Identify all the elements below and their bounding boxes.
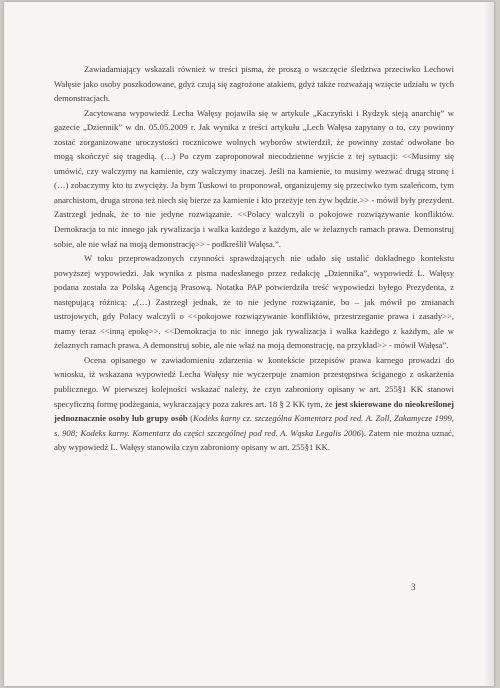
paragraph: [54, 62, 454, 106]
paragraph-text: Ocena opisanego w zawiadomieniu zdarzenia w kontekście przepisów prawa karnego prowadzi do wniosku, iż wskazana wypowiedź Lecha Wałęsy nie wyczerpuje znamion przestępstwa ściganego z oskarżenia publicznego. W pierwszej kolejności wskazać należy, że czyn zabroniony opisany w art. 255§1 KK stanowi specyficzną formę podżegania, wykraczający poza zakres art. 18 § 2 KK tym, że: [54, 354, 454, 409]
paragraph-text: ). Zatem nie można uznać, aby wypowiedź L. Wałęsy stanowiła czyn zabroniony opisany w art. 255§1 KK.: [54, 427, 454, 453]
paragraph-text: W toku przeprowadzonych czynności sprawdzających nie udało się ustalić dokładnego kontekstu powyższej wypowiedzi. Jak wynika z pisma nadesłanego przez redakcję „Dziennika”, wypowiedź L. Wałęsy podana została za Polską Agencją Prasową. Notatka PAP potwierdziła treść wypowiedzi byłego Prezydenta, z następującą różnicą: „(…) Zastrzegł jednak, że to nie jedyne rozwiązanie, bo – jak mówił po zmianach ustrojowych, gdy Polacy walczyli o <<pokojowe rozwiązywanie konfliktów, przestrzeganie prawa i zasady>>, mamy teraz <<inną epokę>>. <<Demokracja to nic innego jak rywalizacja i walka każdego z każdym, ale w żelaznych ramach prawa. A demonstruj sobie, ale nie właź na moją demonstrację, na przykład>> - mówił Wałęsa”.: [54, 253, 454, 351]
citation-text: Kodeks karny cz. szczególna Komentarz pod red. A. Zoll, Zakamycze 1999, s. 908; Kodeks karny. Komentarz do części szczególnej pod red. A. Wąska Legalis 2006: [54, 413, 454, 438]
document-body: [54, 62, 454, 455]
paragraph: [54, 106, 454, 251]
paragraph-text: Zacytowana wypowiedź Lecha Wałęsy pojawiła się w artykule „Kaczyński i Rydzyk sieją anarchię” w gazecie „Dziennik” w dn. 05.05.2009 r. Jak wynika z treści artykułu „Lech Wałęsa zapytany o to, czy powinny zostać zorganizowane uroczystości rocznicowe wolnych wyborów stwierdził, że powinny zostać odwołane bo mogą skończyć się tragedią. (…) Po czym zaproponował niecodzienne wyjście z tej sytuacji: <<Musimy się umówić, czy walczymy na kamienie, czy walczymy inaczej. Jeśli na kamienie, to musimy wezwać drugą stronę i (…) zobaczymy kto tu zwycięży. Ja bym Tuskowi to proponował, organizujemy się przeciwko tym szaleńcom, tym anarchistom, druga strona też niech się bierze za kamienie i kto przeżyje ten żyw będzie.>> - mówił były prezydent. Zastrzegł jednak, że to nie jedyne rozwiązanie. <<Polacy walczyli o pokojowe rozwiązywanie konfliktów. Demokracja to nic innego jak rywalizacja i walka każdego z każdym, ale w żelaznych ramach prawa. Demonstruj sobie, ale nie właź na moją demonstrację>> - podkreślił Wałęsa.”.: [54, 107, 454, 249]
paragraph-text: (: [187, 413, 194, 424]
page-edge-shadow: [484, 2, 494, 686]
bold-text: jest skierowane do nieokreślonej jednoznacznie osoby lub grupy osób: [54, 398, 454, 424]
paragraph: [54, 353, 454, 455]
page-number: 3: [411, 582, 416, 592]
paragraph: [54, 251, 454, 353]
paragraph-text: Zawiadamiający wskazali również w treści pisma, że proszą o wszczęcie śledztwa przeciwko Lechowi Wałęsie jako osoby poszkodowane, gdyż czują się zagrożone atakiem, gdyż także rozważają wzięcie udziału w tych demonstracjach.: [54, 64, 454, 104]
document-page: [4, 2, 494, 686]
